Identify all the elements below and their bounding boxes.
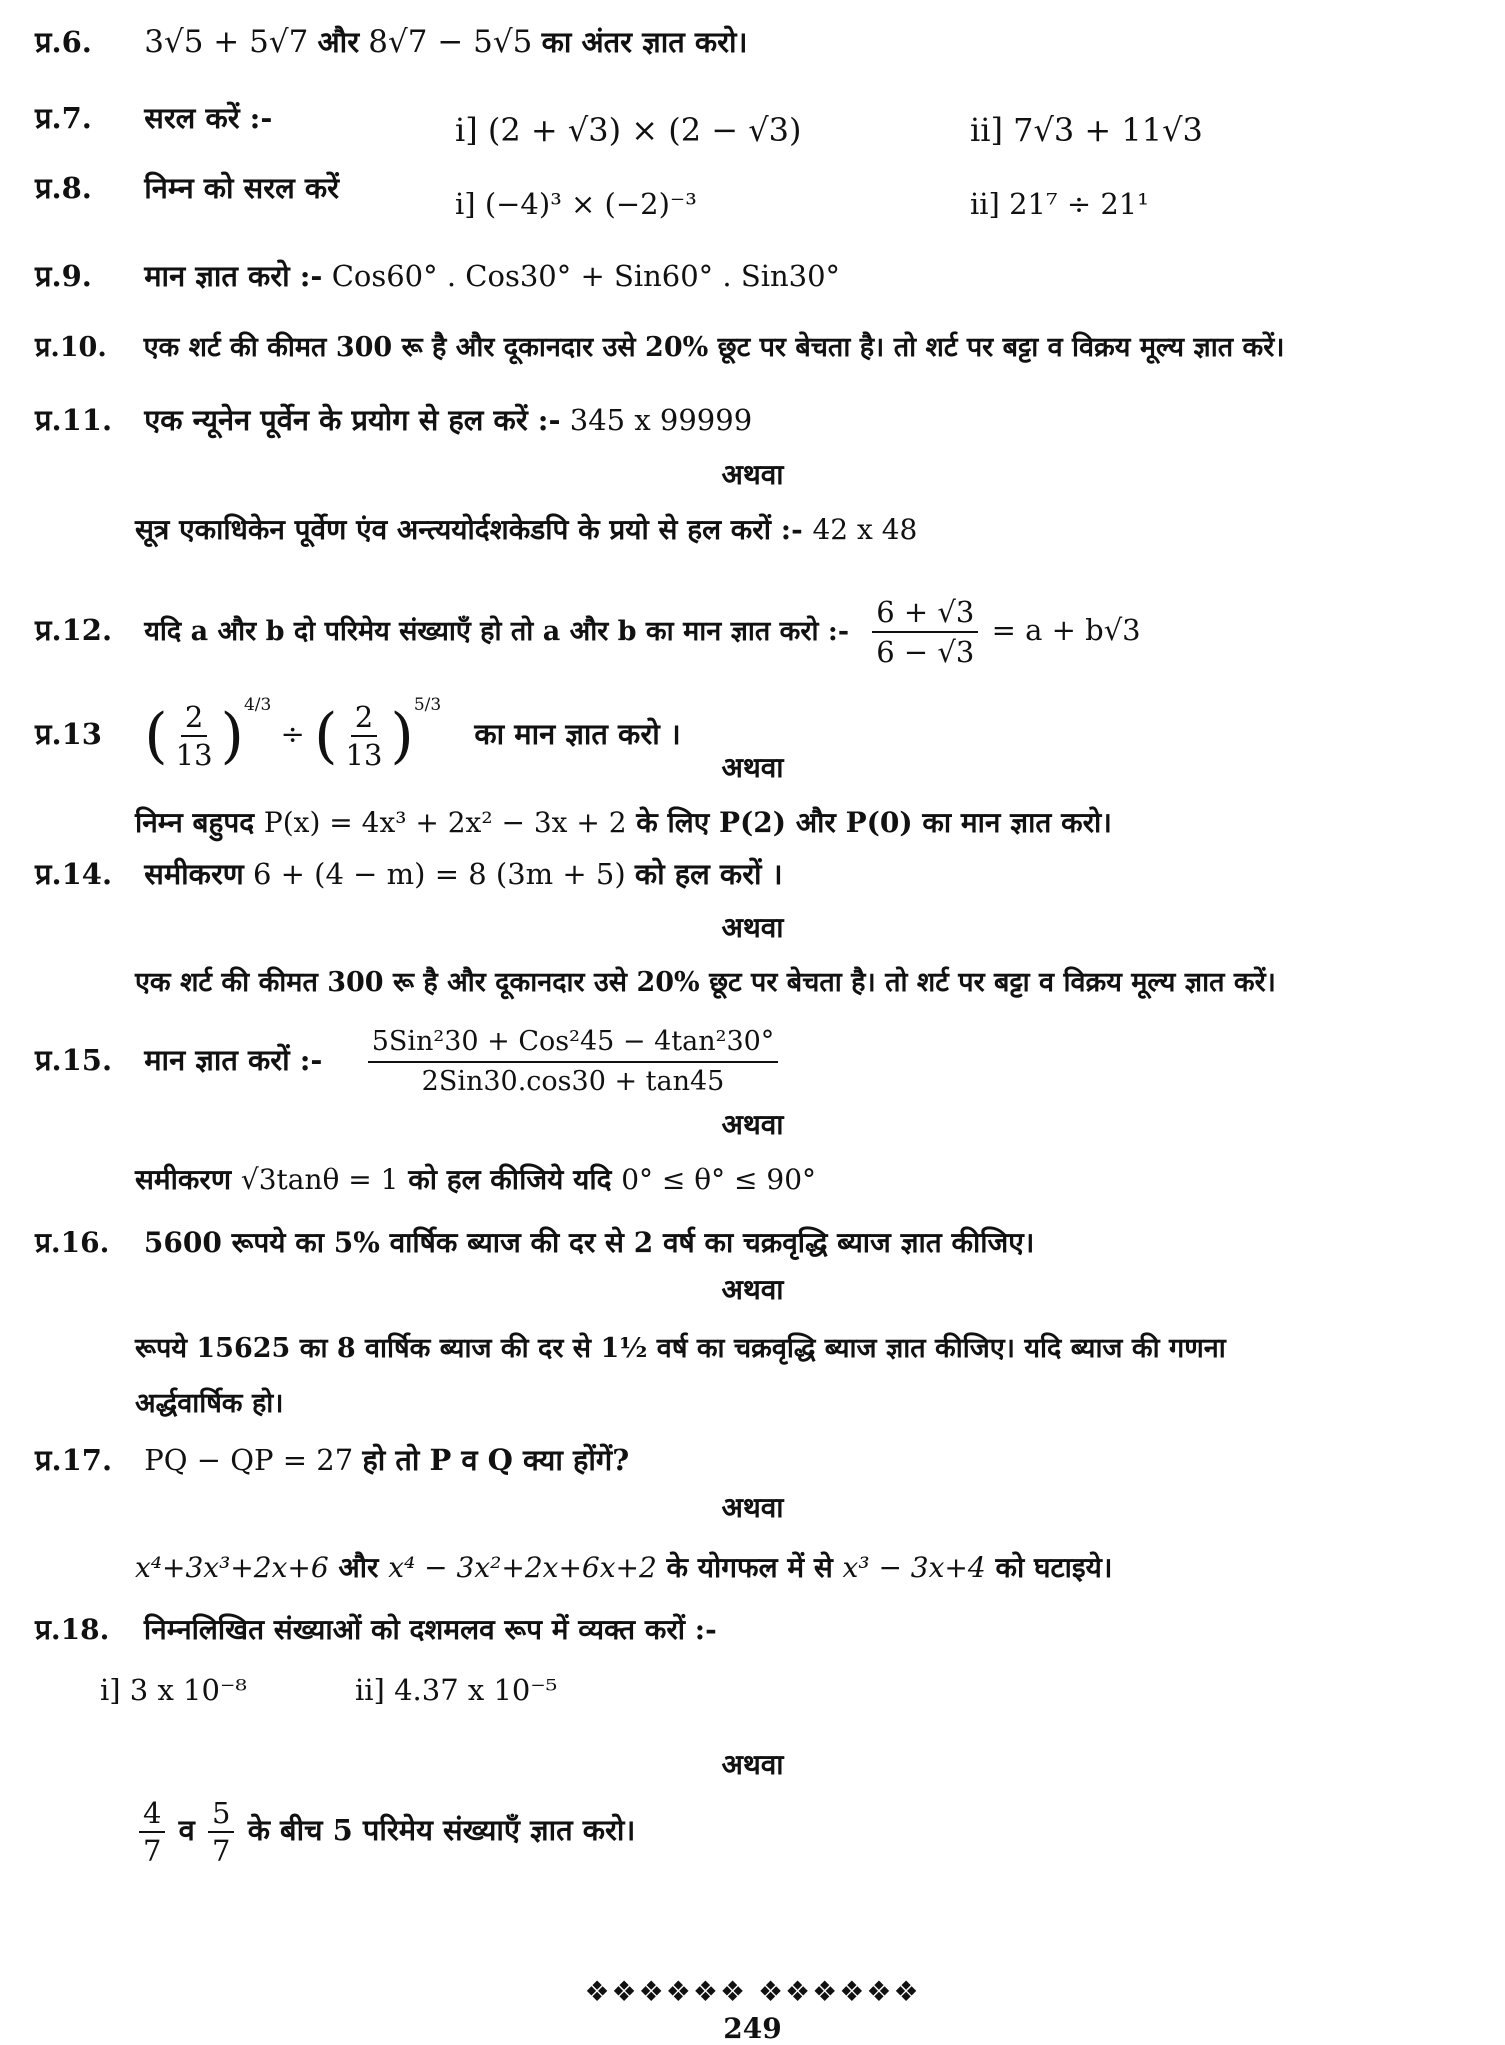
question-text: का अंतर ज्ञात करो।: [541, 25, 748, 59]
fraction-numerator: 4: [139, 1795, 165, 1833]
question-text: का मान ज्ञात करो ।: [474, 717, 681, 751]
math-expression: i] 3 x 10⁻⁸: [100, 1673, 247, 1707]
q14-alternative: एक शर्ट की कीमत 300 रू है और दूकानदार उसे 20% छूट पर बेचता है। तो शर्ट पर बट्टा व विक्रय मूल्य ज्ञात करें।: [135, 967, 1276, 998]
question-text: निम्न बहुपद: [135, 806, 255, 839]
question-17: [35, 1442, 629, 1478]
question-15: [35, 1015, 782, 1105]
fraction: [208, 1795, 234, 1869]
question-6: [35, 24, 747, 60]
or-divider: अथवा: [721, 1491, 784, 1524]
question-text: मान ज्ञात करों :-: [144, 1043, 323, 1077]
q17-alternative: [135, 1548, 1112, 1586]
question-14: [35, 856, 783, 892]
page-number: 249: [723, 2012, 782, 2045]
division-sign: ÷: [280, 717, 305, 751]
question-text: निम्न को सरल करें: [144, 171, 340, 205]
question-text: को हल कीजिये यदि: [408, 1163, 612, 1196]
question-13: प्र.13 ( $\frac{2}{13}$ )$^{4/3}$ ÷ ( $\frac{2}{13}$ )$^{5/3}$ का मान ज्ञात करो ।: [35, 660, 681, 781]
q16-alternative-line-1: रूपये 15625 का 8 वार्षिक ब्याज की दर से 1½ वर्ष का चक्रवृद्धि ब्याज ज्ञात कीजिए। यदि ब्याज की गणना: [135, 1333, 1226, 1364]
question-9: [35, 258, 840, 294]
q18-part-ii: [355, 1672, 557, 1708]
math-expression: = a + b√3: [991, 613, 1141, 647]
part-label: i]: [455, 111, 478, 149]
q18-part-i: [100, 1672, 247, 1708]
question-text: हो तो P व Q क्या होंगें?: [362, 1443, 630, 1477]
footer-ornament: ❖❖❖❖❖❖ ❖❖❖❖❖❖: [584, 1975, 921, 2008]
exponent: 4/3: [243, 695, 272, 715]
part-label: ii]: [970, 187, 1000, 221]
question-label: प्र.10.: [35, 332, 107, 363]
or-divider: अथवा: [721, 1108, 784, 1141]
question-text: निम्नलिखित संख्याओं को दशमलव रूप में व्यक्त करों :-: [143, 1613, 717, 1646]
math-expression: 21⁷ ÷ 21¹: [1009, 187, 1149, 221]
question-text: समीकरण: [144, 857, 244, 891]
question-label: प्र.11.: [35, 403, 113, 437]
fraction-numerator: 5: [208, 1795, 234, 1833]
question-7: [35, 100, 272, 136]
math-expression: 42 x 48: [812, 513, 918, 546]
question-text: 5600 रूपये का 5% वार्षिक ब्याज की दर से 2 वर्ष का चक्रवृद्धि ब्याज ज्ञात कीजिए।: [143, 1226, 1035, 1259]
question-18: [35, 1612, 717, 1648]
or-divider: अथवा: [721, 911, 784, 944]
question-text: सरल करें :-: [144, 101, 273, 135]
question-text: एक शर्ट की कीमत 300 रू है और दूकानदार उसे 20% छूट पर बेचता है। तो शर्ट पर बट्टा व विक्रय मूल्य ज्ञात करें।: [143, 332, 1285, 363]
fraction: [368, 1023, 779, 1101]
fraction-denominator: 7: [143, 1834, 162, 1868]
math-expression: x⁴+3x³+2x+6: [135, 1551, 329, 1584]
fraction-denominator: 2Sin30.cos30 + tan45: [421, 1066, 725, 1097]
math-expression: x³ − 3x+4: [842, 1551, 986, 1584]
q8-part-ii: [970, 186, 1149, 222]
q15-alternative: [135, 1160, 816, 1198]
math-expression: 7√3 + 11√3: [1013, 111, 1203, 149]
math-expression: (−4)³ × (−2)⁻³: [484, 187, 697, 221]
question-text: के लिए P(2) और P(0) का मान ज्ञात करो।: [636, 806, 1112, 839]
math-expression: 6 + (4 − m) = 8 (3m + 5): [253, 857, 626, 891]
part-label: i]: [455, 187, 476, 221]
question-label: प्र.17.: [35, 1443, 113, 1477]
question-label: प्र.6.: [35, 25, 92, 59]
fraction-denominator: 6 − √3: [876, 635, 975, 669]
math-expression: PQ − QP = 27: [144, 1443, 354, 1477]
math-expression: x⁴ − 3x²+2x+6x+2: [388, 1551, 657, 1584]
question-text: के बीच 5 परिमेय संख्याएँ ज्ञात करो।: [247, 1813, 636, 1847]
or-divider: अथवा: [721, 1748, 784, 1781]
fraction-numerator: 6 + √3: [872, 593, 978, 633]
question-8: [35, 170, 339, 206]
fraction-numerator: 2: [351, 699, 377, 737]
math-expression: 0° ≤ θ° ≤ 90°: [621, 1163, 817, 1196]
question-label: प्र.7.: [35, 101, 92, 135]
question-label: प्र.13: [35, 717, 102, 751]
math-expression: P(x) = 4x³ + 2x² − 3x + 2: [263, 806, 627, 839]
question-text: सूत्र एकाधिकेन पूर्वेण एंव अन्त्ययोर्दशकेडपि के प्रयो से हल करों :-: [135, 513, 803, 546]
question-label: प्र.16.: [35, 1226, 110, 1259]
question-label: प्र.15.: [35, 1043, 113, 1077]
question-16: [35, 1225, 1034, 1261]
q11-alternative: [135, 510, 917, 548]
or-divider: अथवा: [721, 751, 784, 784]
question-text: को हल करों ।: [634, 857, 783, 891]
fraction-denominator: 13: [175, 738, 213, 772]
math-expression: 3√5 + 5√7: [144, 24, 309, 60]
math-expression: ii] 4.37 x 10⁻⁵: [355, 1673, 558, 1707]
math-expression: (2 + √3) × (2 − √3): [487, 111, 802, 149]
part-label: ii]: [970, 111, 1003, 149]
question-label: प्र.14.: [35, 857, 113, 891]
fraction-denominator: 13: [345, 738, 383, 772]
question-label: प्र.8.: [35, 171, 92, 205]
exponent: 5/3: [413, 695, 442, 715]
question-text: व: [178, 1813, 195, 1847]
question-text: समीकरण: [135, 1163, 232, 1196]
math-expression: Cos60° . Cos30° + Sin60° . Sin30°: [331, 259, 841, 293]
math-expression: 8√7 − 5√5: [368, 24, 533, 60]
fraction-denominator: 7: [212, 1834, 231, 1868]
fraction-numerator: 5Sin²30 + Cos²45 − 4tan²30°: [368, 1023, 779, 1063]
q7-part-i: [455, 112, 802, 148]
question-text: और: [338, 1551, 379, 1584]
fraction: [139, 1795, 165, 1869]
question-label: प्र.12.: [35, 613, 113, 647]
question-10: [35, 330, 1285, 366]
question-text: को घटाइये।: [995, 1551, 1113, 1584]
question-text: एक न्यूनेन पूर्वेन के प्रयोग से हल करें :-: [144, 403, 561, 437]
q16-alternative-line-2: अर्द्धवार्षिक हो।: [135, 1388, 284, 1419]
or-divider: अथवा: [721, 1273, 784, 1306]
question-text: यदि a और b दो परिमेय संख्याएँ हो तो a और b का मान ज्ञात करो :-: [144, 616, 850, 647]
q8-part-i: [455, 186, 697, 222]
question-11: [35, 402, 752, 438]
question-text: मान ज्ञात करो :-: [144, 259, 323, 293]
q7-part-ii: [970, 112, 1203, 148]
question-text: के योगफल में से: [666, 1551, 833, 1584]
question-label: प्र.9.: [35, 259, 92, 293]
math-expression: 345 x 99999: [569, 403, 753, 437]
q18-alternative: [135, 1790, 635, 1870]
or-divider: अथवा: [721, 458, 784, 491]
math-expression: √3tanθ = 1: [240, 1163, 399, 1196]
q13-alternative: [135, 803, 1112, 841]
question-text: और: [317, 25, 360, 59]
fraction-numerator: 2: [181, 699, 207, 737]
question-label: प्र.18.: [35, 1613, 110, 1646]
fraction: [872, 593, 978, 671]
